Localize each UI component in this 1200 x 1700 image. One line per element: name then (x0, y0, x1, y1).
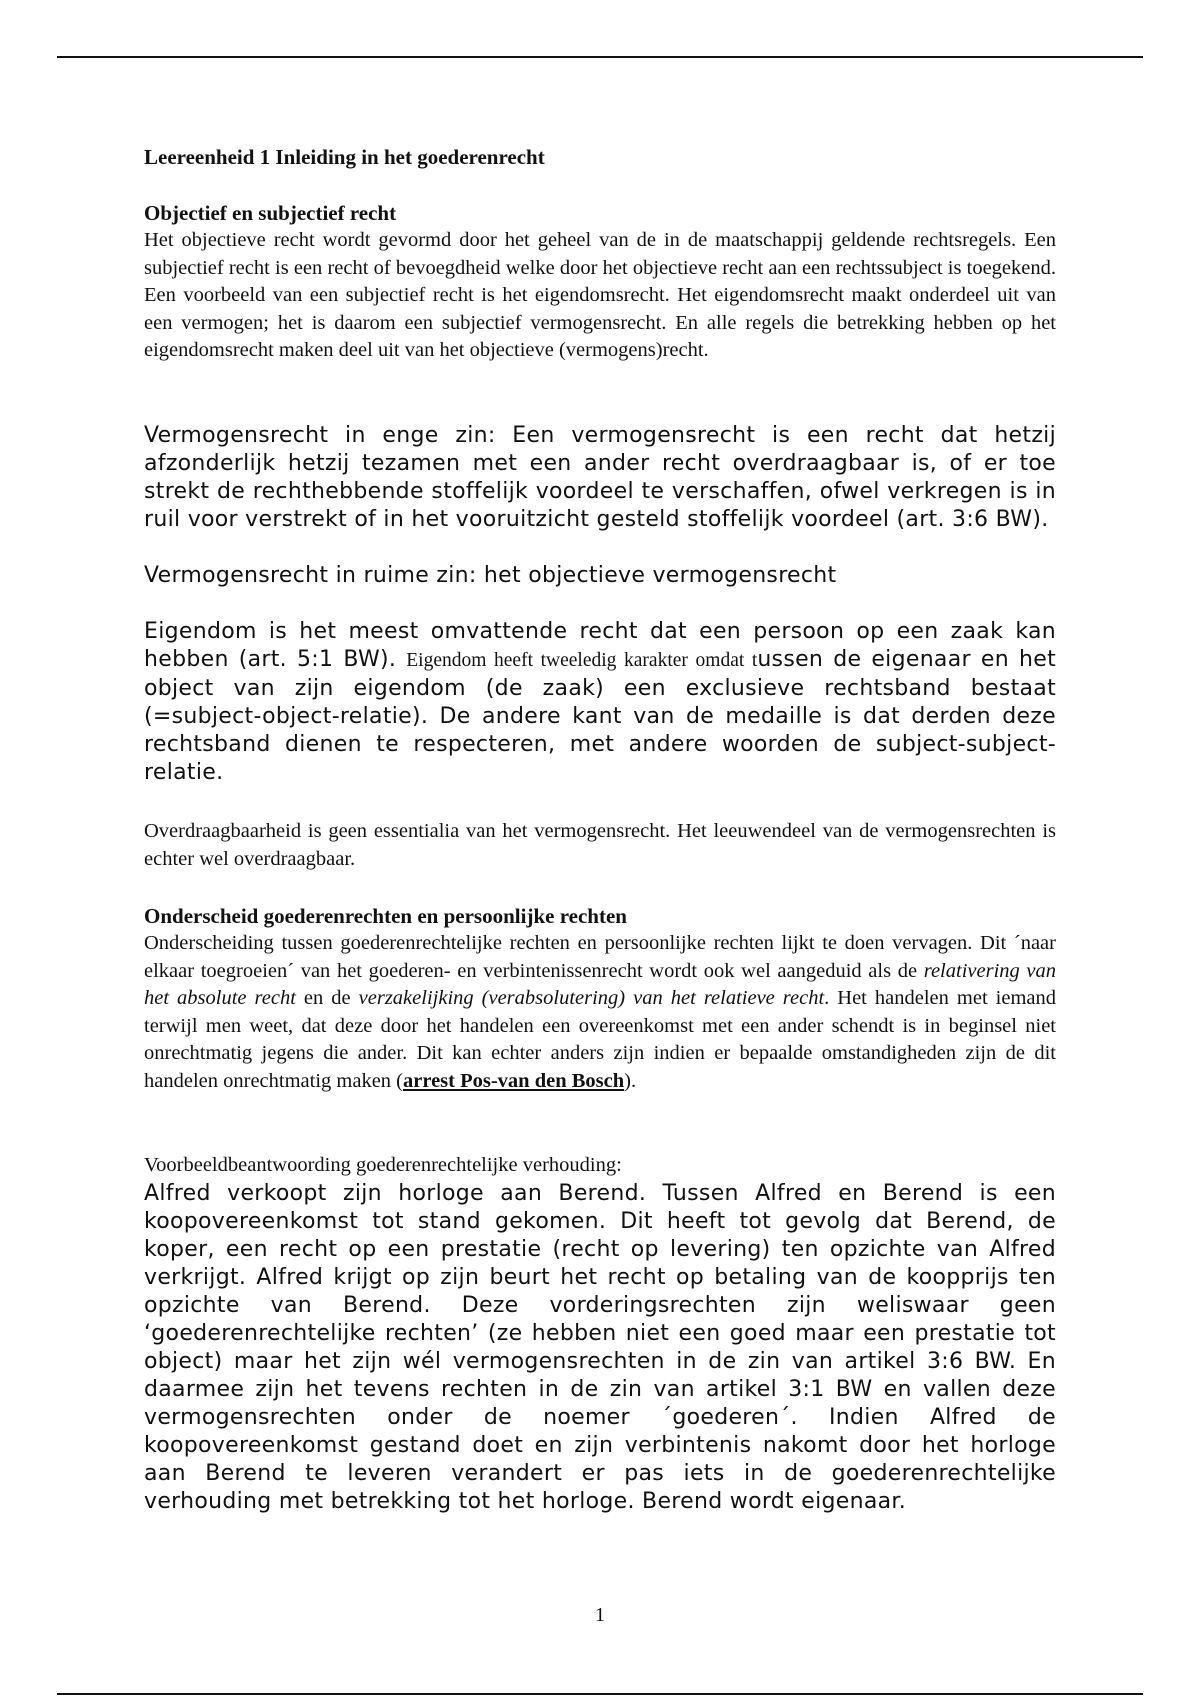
onderscheid-text-c: . Het handelen met iemand terwijl men weet, dat deze door het handelen een overeenkomst met een ander schendt is in beginsel niet onrechtmatig jegens die ander. Dit kan echter anders zijn indien er bepaalde omstandigheden zijn de dit handelen onrechtmatig maken ( (144, 987, 1056, 1092)
onderscheid-text-b: en de (295, 987, 359, 1009)
section-heading-onderscheid: Onderscheid goederenrechten en persoonlijke rechten (144, 904, 627, 928)
document-title: Leereenheid 1 Inleiding in het goederenrecht (144, 145, 545, 169)
eigendom-text-part3: ussen de eigenaar en het object van zijn eigendom (de zaak) een exclusieve rechtsband bestaat (=subject-object-relatie). De andere kant van de medaille is dat derden deze rechtsband dienen te respecteren, met andere woorden de subject-subject-relatie. (144, 647, 1057, 785)
voorbeeld-label: Voorbeeldbeantwoording goederenrechtelijke verhouding: (144, 1154, 622, 1176)
arrest-reference: arrest Pos-van den Bosch (403, 1069, 625, 1092)
paragraph-onderscheid (144, 930, 1056, 1095)
section-heading-objectief-subjectief: Objectief en subjectief recht (144, 201, 397, 225)
italic-relativering: relativering van het absolute recht (144, 959, 1057, 1009)
paragraph-objectief-subjectief: Het objectieve recht wordt gevormd door het geheel van de in de maatschappij geldende rechtsregels. Een subjectief recht is een recht of bevoegdheid welke door het objectieve recht aan een rechtssubject is toegekend. Een voorbeeld van een subjectief recht is het eigendomsrecht. Het eigendomsrecht maakt onderdeel uit van een vermogen; het is daarom een subjectief vermogensrecht. En alle regels die betrekking hebben op het eigendomsrecht maken deel uit van het objectieve (vermogens)recht. (144, 229, 1056, 361)
footer-rule (57, 1693, 1143, 1695)
paragraph-eigendom (144, 618, 1056, 787)
onderscheid-text-a: Onderscheiding tussen goederenrechtelijke rechten en persoonlijke rechten lijkt te doen vervagen. Dit ´naar elkaar toegroeien´ van het goederen- en verbintenissenrecht wordt ook wel aangeduid als de (144, 932, 1056, 982)
eigendom-text-part1: Eigendom is het meest omvattende recht dat een persoon op een zaak kan hebben (art. 5:1 BW). (144, 619, 1056, 672)
page-number: 1 (595, 1604, 605, 1626)
paragraph-voorbeeld-alfred-berend: Alfred verkoopt zijn horloge aan Berend. Tussen Alfred en Berend is een koopovereenkomst tot stand gekomen. Dit heeft tot gevolg dat Berend, de koper, een recht op een prestatie (recht op levering) ten opzichte van Alfred verkrijgt. Alfred krijgt op zijn beurt het recht op betaling van de koopprijs ten opzichte van Berend. Deze vorderingsrechten zijn weliswaar geen ‘goederenrechtelijke rechten’ (ze hebben niet een goed maar een prestatie tot object) maar het zijn wél vermogensrechten in de zin van artikel 3:6 BW. En daarmee zijn het tevens rechten in de zin van artikel 3:1 BW en vallen deze vermogensrechten onder de noemer ´goederen´. Indien Alfred de koopovereenkomst gestand doet en zijn verbintenis nakomt door het horloge aan Berend te leveren verandert er pas iets in de goederenrechtelijke verhouding met betrekking tot het horloge. Berend wordt eigenaar. (144, 1181, 1056, 1514)
onderscheid-text-d: ). (624, 1069, 637, 1092)
header-rule (57, 56, 1143, 58)
paragraph-overdraagbaarheid: Overdraagbaarheid is geen essentialia van het vermogensrecht. Het leeuwendeel van de vermogensrechten is echter wel overdraagbaar. (144, 820, 1056, 870)
paragraph-vermogensrecht-ruime-zin: Vermogensrecht in ruime zin: het objectieve vermogensrecht (144, 563, 837, 588)
paragraph-vermogensrecht-enge-zin: Vermogensrecht in enge zin: Een vermogensrecht is een recht dat hetzij afzonderlijk hetzij tezamen met een ander recht overdraagbaar is, of er toe strekt de rechthebbende stoffelijk voordeel te verschaffen, ofwel verkregen is in ruil voor verstrekt of in het vooruitzicht gesteld stoffelijk voordeel (art. 3:6 BW). (144, 423, 1056, 532)
italic-verzakelijking: verzakelijking (verabsolutering) van het relatieve recht (358, 987, 825, 1009)
eigendom-text-part2: Eigendom heeft tweeledig karakter omdat t (406, 650, 758, 671)
